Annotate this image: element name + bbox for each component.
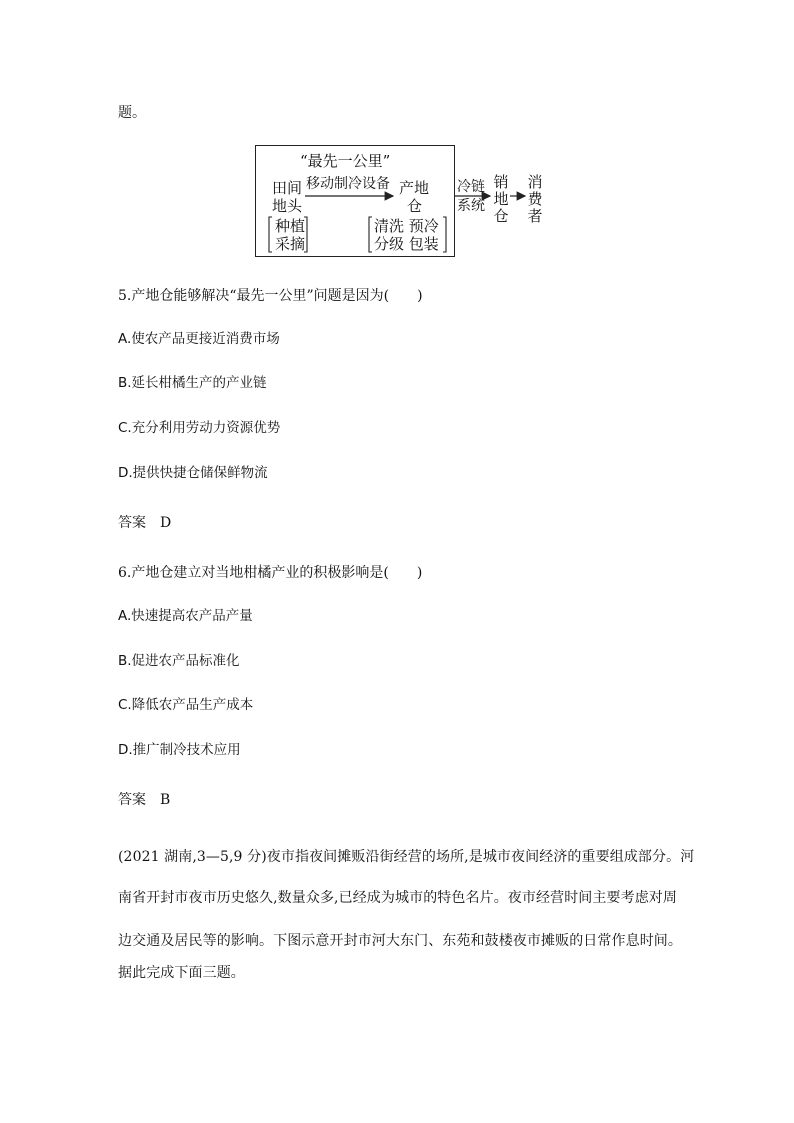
- farm-activities-line2: 采摘: [275, 235, 306, 253]
- question-6-option-d: D.推广制冷技术应用: [118, 742, 241, 758]
- question-5-answer: 答案 D: [118, 515, 172, 531]
- coldchain-label-line2: 系统: [457, 198, 485, 214]
- question-6-option-a: A.快速提高农产品产量: [118, 608, 253, 624]
- question-5-option-b: B.延长柑橘生产的产业链: [118, 375, 267, 391]
- passage-line-1: (2021 湖南,3—5,9 分)夜市指夜间摊贩沿街经营的场所,是城市夜间经济的重要组成部分。河: [118, 849, 695, 865]
- question-5-stem: 5.产地仓能够解决“最先一公里”问题是因为( ): [118, 288, 423, 304]
- question-5-option-d: D.提供快捷仓储保鲜物流: [118, 465, 268, 481]
- passage-line-3: 边交通及居民等的影响。下图示意开封市河大东门、东苑和鼓楼夜市摊贩的日常作息时间。: [118, 933, 682, 949]
- diagram-title: “最先一公里”: [300, 152, 391, 170]
- consumer-label: 消费者: [527, 173, 543, 225]
- coldchain-label-line1: 冷链: [457, 179, 485, 195]
- warehouse-activities-line2: 分级 包装: [374, 235, 439, 253]
- question-5-option-c: C.充分利用劳动力资源优势: [118, 420, 281, 436]
- farm-activities-line1: 种植: [275, 217, 306, 235]
- supply-chain-diagram-box: [255, 145, 455, 257]
- question-6-option-c: C.降低农产品生产成本: [118, 697, 254, 713]
- question-6-option-b: B.促进农产品标准化: [118, 653, 240, 669]
- passage-line-2: 南省开封市夜市历史悠久,数量众多,已经成为城市的特色名片。夜市经营时间主要考虑对周: [118, 890, 677, 906]
- warehouse-label-line1: 产地: [399, 179, 430, 197]
- question-6-stem: 6.产地仓建立对当地柑橘产业的积极影响是( ): [118, 565, 423, 581]
- market-warehouse-label: 销地仓: [493, 173, 509, 225]
- question-5-option-a: A.使农产品更接近消费市场: [118, 331, 280, 347]
- arrow-label: 移动制冷设备: [306, 176, 390, 192]
- farm-label-line1: 田间: [272, 179, 303, 197]
- passage-line-4: 据此完成下面三题。: [118, 965, 245, 981]
- question-6-answer: 答案 B: [118, 792, 171, 808]
- intro-fragment: 题。: [118, 105, 146, 121]
- warehouse-label-line2: 仓: [407, 197, 423, 215]
- warehouse-activities-line1: 清洗 预冷: [374, 217, 439, 235]
- farm-label-line2: 地头: [272, 197, 303, 215]
